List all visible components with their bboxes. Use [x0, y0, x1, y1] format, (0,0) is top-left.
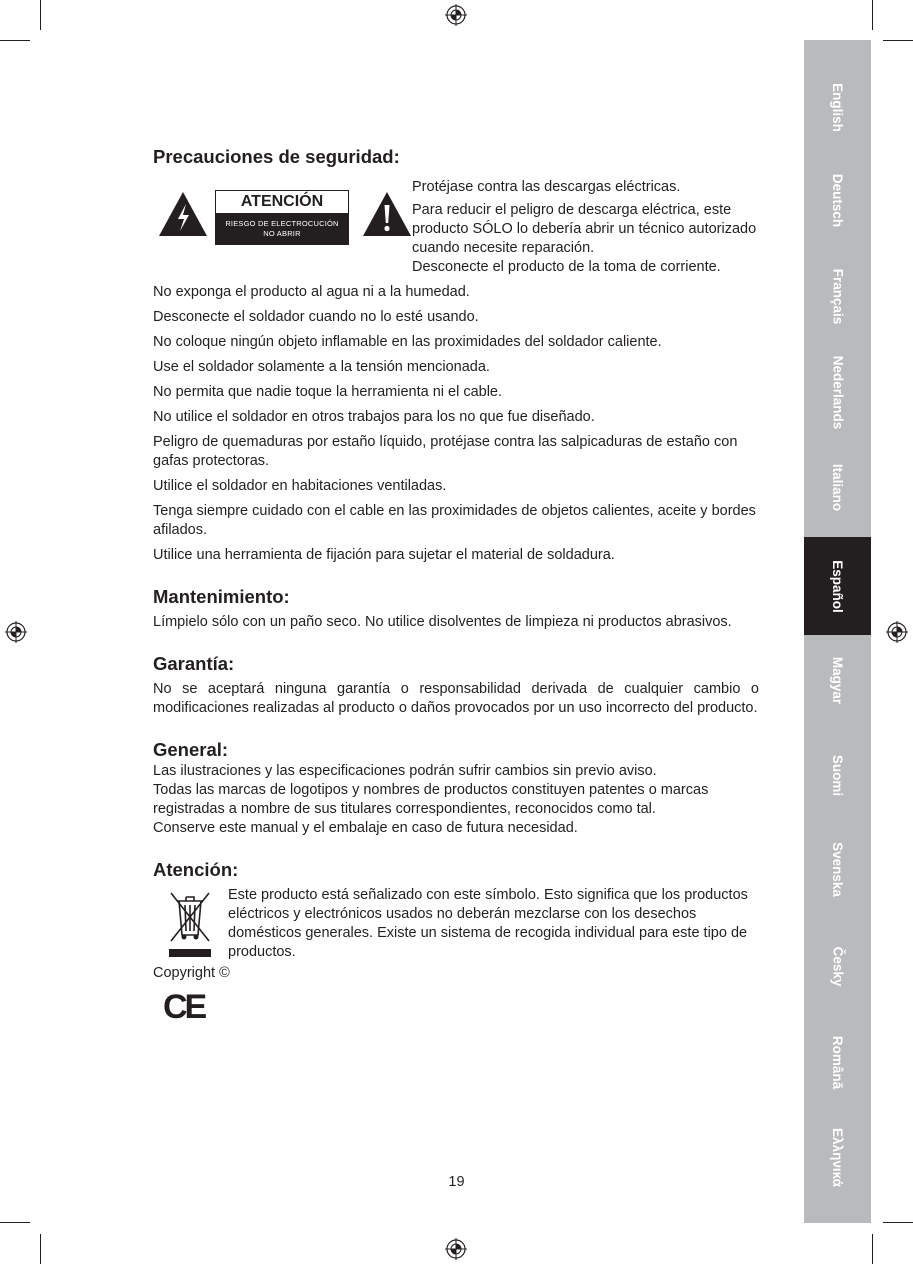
crop-mark	[872, 0, 873, 30]
page-number: 19	[448, 1174, 465, 1190]
registration-mark-icon	[5, 621, 27, 643]
attention-heading: Atención:	[153, 859, 239, 880]
list-item: Utilice el soldador en habitaciones ventiladas.	[153, 478, 447, 494]
warning-text-line: Desconecte el producto de la toma de corriente.	[412, 259, 721, 275]
crop-mark	[40, 0, 41, 30]
safety-list	[153, 283, 759, 565]
list-item: Tenga siempre cuidado con el cable en las proximidades de objetos calientes, aceite y bordes afilados.	[153, 503, 756, 538]
tab-suomi[interactable]: Suomi	[829, 754, 845, 796]
weee-crossed-bin-icon	[167, 887, 213, 959]
general-section	[153, 738, 759, 838]
maintenance-text: Límpielo sólo con un paño seco. No utilice disolventes de limpieza ni productos abrasivos.	[153, 614, 732, 630]
warranty-section	[153, 652, 759, 718]
maintenance-heading: Mantenimiento:	[153, 586, 290, 607]
list-item: No exponga el producto al agua ni a la humedad.	[153, 284, 470, 300]
warranty-text: No se aceptará ninguna garantía o responsabilidad derivada de cualquier cambio o modificaciones realizadas al producto o daños provocados por un uso incorrecto del producto.	[153, 681, 759, 716]
electric-shock-warning-icon	[157, 190, 209, 238]
atencion-label	[215, 190, 349, 245]
weee-block	[153, 886, 759, 966]
copyright-text: Copyright ©	[153, 965, 230, 981]
exclamation-warning-icon	[361, 190, 413, 238]
general-heading: General:	[153, 739, 229, 760]
crop-mark	[0, 40, 30, 41]
tab-magyar[interactable]: Magyar	[830, 656, 845, 704]
warning-text-line: Para reducir el peligro de descarga eléctrica, este producto SÓLO lo debería abrir un técnico autorizado cuando necesite reparación.	[412, 202, 757, 256]
ce-mark: CE	[163, 988, 205, 1026]
crop-mark	[40, 1234, 41, 1264]
crop-mark	[883, 40, 913, 41]
tab-deutsch[interactable]: Deutsch	[829, 173, 845, 227]
crop-mark	[883, 1222, 913, 1223]
tab-nederlands[interactable]: Nederlands	[830, 355, 845, 429]
list-item: Peligro de quemaduras por estaño líquido, protéjase contra las salpicaduras de estaño con gafas protectoras.	[153, 434, 738, 469]
tab-svenska[interactable]: Svenska	[829, 841, 845, 897]
language-tabs	[804, 40, 871, 1223]
tab-romana[interactable]: Română	[829, 1035, 845, 1089]
registration-mark-icon	[886, 621, 908, 643]
list-item: No coloque ningún objeto inflamable en las proximidades del soldador caliente.	[153, 334, 662, 350]
list-item: Desconecte el soldador cuando no lo esté usando.	[153, 309, 479, 325]
general-line: Las ilustraciones y las especificaciones podrán sufrir cambios sin previo aviso.	[153, 763, 657, 779]
tab-cesky[interactable]: Česky	[829, 946, 845, 986]
attention-section	[153, 858, 759, 966]
warning-text	[412, 178, 762, 281]
warranty-heading: Garantía:	[153, 653, 235, 674]
tab-ellinika[interactable]: Ελληνικά	[830, 1127, 845, 1187]
tab-francais[interactable]: Français	[830, 268, 845, 324]
crop-mark	[872, 1234, 873, 1264]
list-item: Utilice una herramienta de fijación para sujetar el material de soldadura.	[153, 547, 615, 563]
safety-heading: Precauciones de seguridad:	[153, 146, 400, 167]
registration-mark-icon	[445, 1238, 467, 1260]
list-item: No permita que nadie toque la herramienta ni el cable.	[153, 384, 503, 400]
general-line: Todas las marcas de logotipos y nombres de productos constituyen patentes o marcas registradas a nombre de sus titulares correspondientes, reconocidos como tal.	[153, 782, 709, 817]
tab-english[interactable]: English	[829, 82, 845, 132]
warning-block	[153, 178, 759, 283]
atencion-label-subtitle: RIESGO DE ELECTROCUCIÓN NO ABRIR	[216, 213, 348, 244]
crop-mark	[0, 1222, 30, 1223]
registration-mark-icon	[445, 4, 467, 26]
page-content	[153, 145, 759, 1025]
general-line: Conserve este manual y el embalaje en caso de futura necesidad.	[153, 820, 578, 836]
warning-text-line: Protéjase contra las descargas eléctricas.	[412, 179, 681, 195]
attention-text: Este producto está señalizado con este símbolo. Esto significa que los productos eléctricos y electrónicos usados no deberán mezclarse con los desechos domésticos generales. Existe un sistema de recogida individual para este tipo de productos.	[228, 887, 748, 960]
tab-italiano[interactable]: Italiano	[829, 463, 845, 511]
list-item: Use el soldador solamente a la tensión mencionada.	[153, 359, 490, 375]
atencion-label-title: ATENCIÓN	[216, 191, 348, 213]
tab-espanol[interactable]: Español	[804, 537, 871, 635]
maintenance-section	[153, 585, 759, 632]
list-item: No utilice el soldador en otros trabajos para los no que fue diseñado.	[153, 409, 595, 425]
